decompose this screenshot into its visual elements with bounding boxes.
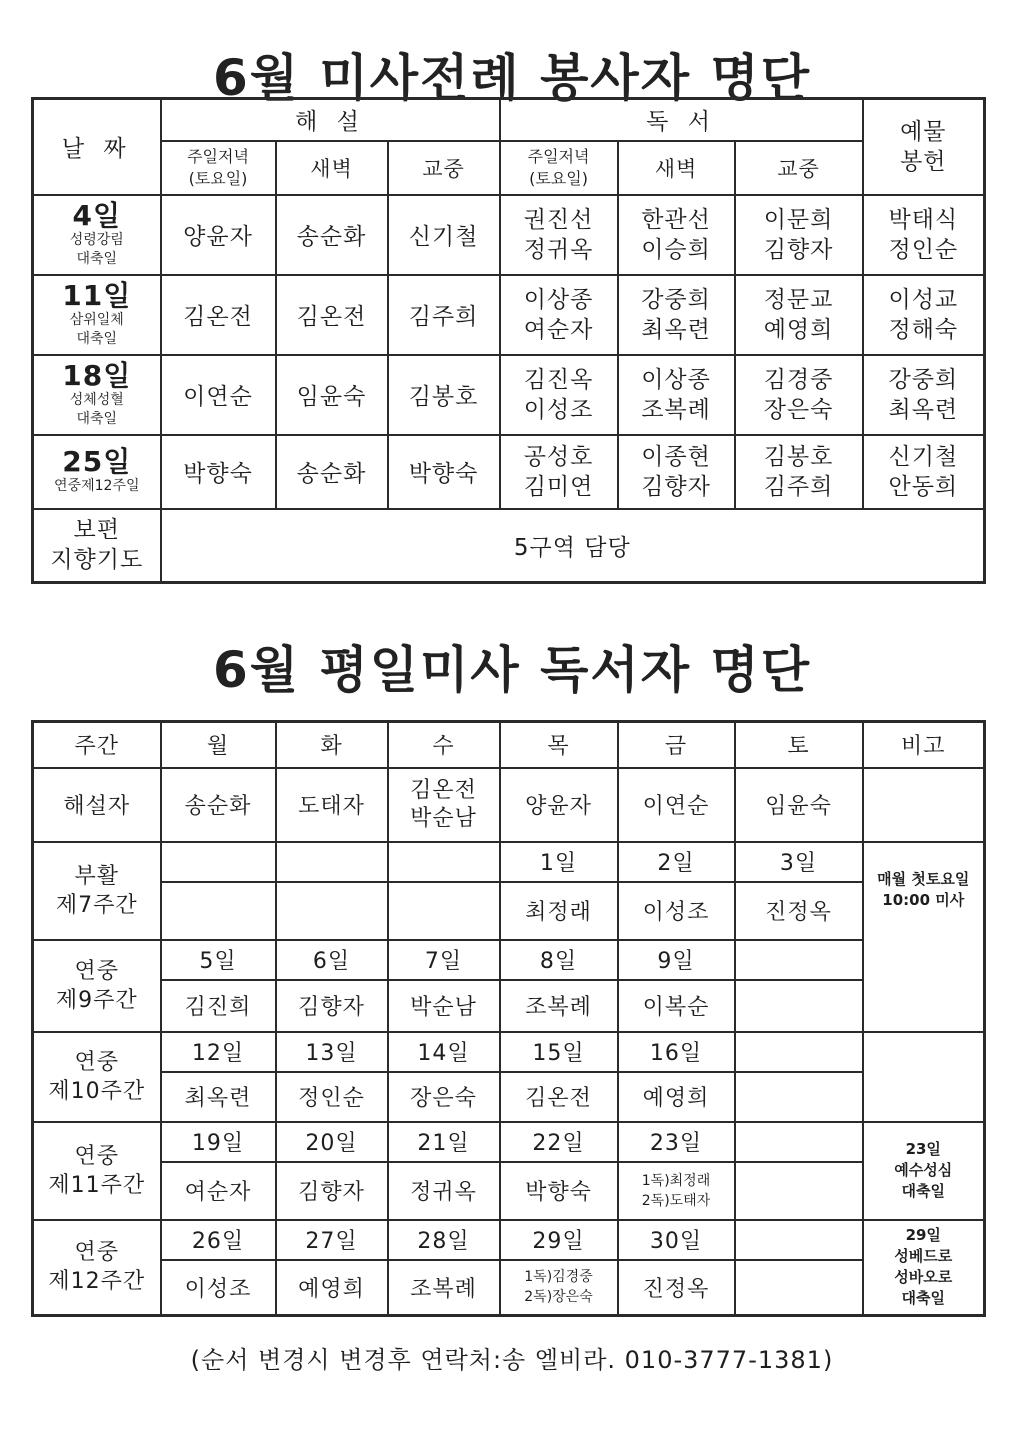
reader-cell: 김진희 [161,980,276,1032]
header-note: 비고 [863,722,985,768]
week-name-row [33,1260,985,1316]
universal-prayer-value: 5구역 담당 [161,509,985,583]
date-cell: 1일 [500,842,618,882]
subheader-sat-evening: 주일저녁 (토요일) [161,141,276,195]
subheader-main-mass: 교중 [388,141,500,195]
reader-cell: 장은숙 [388,1072,500,1122]
note-cell [863,1032,985,1122]
reader-cell: 진정옥 [735,882,863,940]
note-first-saturday: 매월 첫토요일 10:00 미사 [863,842,985,1032]
commentator-cell: 김주희 [388,275,500,355]
week-name-row [33,1162,985,1220]
commentator-cell: 박향숙 [161,435,276,509]
header-offering: 예물 봉헌 [863,99,985,195]
reader-cell [735,1260,863,1316]
reader-cell [735,980,863,1032]
reader-cell: 김향자 [276,1162,388,1220]
date-cell [735,1220,863,1260]
date-cell: 15일 [500,1032,618,1072]
reader-cell: 김온전 [500,1072,618,1122]
date-cell: 4일 성령강림 대축일 [33,195,161,275]
header-date: 날 짜 [33,99,161,195]
reader-cell: 조복례 [500,980,618,1032]
date-cell: 14일 [388,1032,500,1072]
reader-cell: 김경중 장은숙 [735,355,863,435]
reader-cell: 한관선 이승희 [618,195,735,275]
reader-cell: 정인순 [276,1072,388,1122]
commentator-cell: 박향숙 [388,435,500,509]
offering-cell: 박태식 정인순 [863,195,985,275]
weekday-readers-table [31,720,986,1317]
commentator-cell: 임윤숙 [735,768,863,842]
date-cell [161,842,276,882]
header-reading: 독 서 [500,99,863,141]
week-name-row [33,1072,985,1122]
table-row [33,275,985,355]
commentator-cell: 송순화 [276,435,388,509]
commentator-cell: 김온전 박순남 [388,768,500,842]
week-label: 연중 제11주간 [33,1122,161,1220]
reader-cell: 이상종 조복례 [618,355,735,435]
contact-footer: (순서 변경시 변경후 연락처:송 엘비라. 010-3777-1381) [190,1346,834,1374]
header-day: 금 [618,722,735,768]
date-cell: 23일 [618,1122,735,1162]
reader-cell: 여순자 [161,1162,276,1220]
week-date-row [33,940,985,980]
header-commentary: 해 설 [161,99,500,141]
reader-cell: 박향숙 [500,1162,618,1220]
note-sacred-heart: 23일 예수성심 대축일 [863,1122,985,1220]
header-week: 주간 [33,722,161,768]
reader-cell [735,1072,863,1122]
weekday-readers-title: 6월 평일미사 독서자 명단 [212,641,811,699]
reader-cell [388,882,500,940]
universal-prayer-label: 보편 지향기도 [33,509,161,583]
reader-cell: 최정래 [500,882,618,940]
commentator-cell: 도태자 [276,768,388,842]
date-cell: 22일 [500,1122,618,1162]
reader-cell: 1독)최정래 2독)도태자 [618,1162,735,1220]
header-day: 화 [276,722,388,768]
date-cell: 21일 [388,1122,500,1162]
reader-cell: 박순남 [388,980,500,1032]
reader-cell: 이문희 김향자 [735,195,863,275]
universal-prayer-row [33,509,985,583]
date-cell [388,842,500,882]
week-date-row [33,1122,985,1162]
reader-cell: 김봉호 김주희 [735,435,863,509]
date-cell: 2일 [618,842,735,882]
date-cell: 27일 [276,1220,388,1260]
date-cell: 25일 연중제12주일 [33,435,161,509]
offering-cell: 강중희 최옥련 [863,355,985,435]
date-cell: 29일 [500,1220,618,1260]
date-cell: 3일 [735,842,863,882]
date-cell: 20일 [276,1122,388,1162]
table-row [33,195,985,275]
date-cell: 8일 [500,940,618,980]
date-cell [735,1122,863,1162]
table-row [33,435,985,509]
week-label: 부활 제7주간 [33,842,161,940]
reader-cell [161,882,276,940]
date-cell: 18일 성체성혈 대축일 [33,355,161,435]
week-date-row [33,1220,985,1260]
reader-cell: 예영희 [618,1072,735,1122]
date-cell: 12일 [161,1032,276,1072]
date-cell: 16일 [618,1032,735,1072]
date-cell: 7일 [388,940,500,980]
date-cell: 13일 [276,1032,388,1072]
date-cell: 28일 [388,1220,500,1260]
commentator-cell: 김온전 [276,275,388,355]
date-cell: 11일 삼위일체 대축일 [33,275,161,355]
reader-cell: 이성조 [618,882,735,940]
week-label: 연중 제10주간 [33,1032,161,1122]
reader-cell: 김진옥 이성조 [500,355,618,435]
date-cell [735,940,863,980]
date-cell: 30일 [618,1220,735,1260]
reader-cell: 이종현 김향자 [618,435,735,509]
reader-cell: 이성조 [161,1260,276,1316]
reader-cell: 진정옥 [618,1260,735,1316]
commentator-cell: 양윤자 [500,768,618,842]
week-name-row [33,980,985,1032]
reader-cell: 정귀옥 [388,1162,500,1220]
commentator-cell: 김온전 [161,275,276,355]
date-cell: 5일 [161,940,276,980]
header-day: 토 [735,722,863,768]
reader-cell [735,1162,863,1220]
subheader-sat-evening: 주일저녁 (토요일) [500,141,618,195]
reader-cell: 이상종 여순자 [500,275,618,355]
commentator-cell: 이연순 [161,355,276,435]
date-cell: 6일 [276,940,388,980]
reader-cell: 강중희 최옥련 [618,275,735,355]
note-cell [863,768,985,842]
serving-roster-table [31,97,986,584]
offering-cell: 이성교 정해숙 [863,275,985,355]
date-cell [735,1032,863,1072]
date-cell: 19일 [161,1122,276,1162]
commentator-cell: 임윤숙 [276,355,388,435]
reader-cell [276,882,388,940]
header-day: 수 [388,722,500,768]
date-cell: 26일 [161,1220,276,1260]
week-date-row [33,1032,985,1072]
commentator-cell: 송순화 [276,195,388,275]
reader-cell: 조복례 [388,1260,500,1316]
reader-cell: 정문교 예영희 [735,275,863,355]
reader-cell: 1독)김경중 2독)장은숙 [500,1260,618,1316]
table-row [33,355,985,435]
offering-cell: 신기철 안동희 [863,435,985,509]
note-peter-paul: 29일 성베드로 성바오로 대축일 [863,1220,985,1316]
header-day: 목 [500,722,618,768]
date-cell: 9일 [618,940,735,980]
reader-cell: 김향자 [276,980,388,1032]
reader-cell: 이복순 [618,980,735,1032]
subheader-main-mass: 교중 [735,141,863,195]
reader-cell: 권진선 정귀옥 [500,195,618,275]
commentator-row [33,768,985,842]
subheader-dawn: 새벽 [618,141,735,195]
commentator-cell: 양윤자 [161,195,276,275]
commentator-cell: 이연순 [618,768,735,842]
week-label: 연중 제9주간 [33,940,161,1032]
week-label: 연중 제12주간 [33,1220,161,1316]
header-day: 월 [161,722,276,768]
reader-cell: 공성호 김미연 [500,435,618,509]
serving-roster-title: 6월 미사전례 봉사자 명단 [212,49,811,107]
commentator-cell: 송순화 [161,768,276,842]
subheader-dawn: 새벽 [276,141,388,195]
week-name-row [33,882,985,940]
week-date-row [33,842,985,882]
date-cell [276,842,388,882]
reader-cell: 예영희 [276,1260,388,1316]
commentator-cell: 김봉호 [388,355,500,435]
commentator-label: 해설자 [33,768,161,842]
commentator-cell: 신기철 [388,195,500,275]
reader-cell: 최옥련 [161,1072,276,1122]
